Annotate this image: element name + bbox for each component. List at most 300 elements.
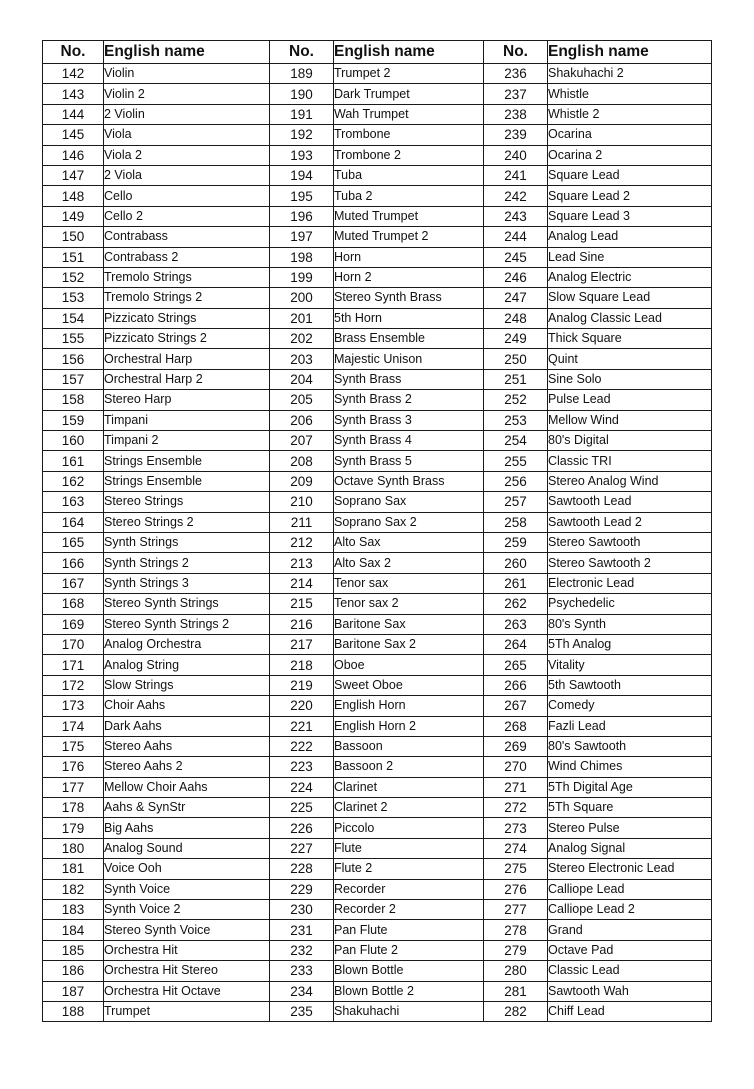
table-row: [43, 329, 712, 349]
voice-name-cell: Muted Trumpet 2: [334, 227, 484, 247]
voice-number-cell: 166: [43, 553, 104, 573]
voice-name-cell: 5th Horn: [334, 308, 484, 328]
voice-number-cell: 183: [43, 900, 104, 920]
voice-name-cell: Stereo Synth Voice: [104, 920, 270, 940]
no-header-3: No.: [484, 41, 548, 64]
voice-number-cell: 256: [484, 471, 548, 491]
table-row: [43, 104, 712, 124]
table-row: [43, 716, 712, 736]
table-row: [43, 64, 712, 84]
voice-name-cell: Trombone 2: [334, 145, 484, 165]
voice-number-cell: 253: [484, 410, 548, 430]
voice-number-cell: 213: [270, 553, 334, 573]
voice-number-cell: 267: [484, 696, 548, 716]
voice-number-cell: 197: [270, 227, 334, 247]
voice-name-cell: Sawtooth Lead 2: [548, 512, 712, 532]
voice-number-cell: 247: [484, 288, 548, 308]
voice-name-cell: English Horn: [334, 696, 484, 716]
table-row: [43, 451, 712, 471]
voice-number-cell: 161: [43, 451, 104, 471]
voice-name-cell: Trumpet 2: [334, 64, 484, 84]
table-row: [43, 757, 712, 777]
voice-number-cell: 275: [484, 859, 548, 879]
no-header-2: No.: [270, 41, 334, 64]
voice-number-cell: 169: [43, 614, 104, 634]
voice-number-cell: 215: [270, 594, 334, 614]
voice-number-cell: 182: [43, 879, 104, 899]
voice-number-cell: 171: [43, 655, 104, 675]
voice-name-cell: Classic Lead: [548, 961, 712, 981]
voice-number-cell: 185: [43, 940, 104, 960]
table-row: [43, 675, 712, 695]
table-row: [43, 614, 712, 634]
voice-name-cell: Calliope Lead: [548, 879, 712, 899]
voice-number-cell: 251: [484, 369, 548, 389]
voice-name-cell: 80's Synth: [548, 614, 712, 634]
voice-number-cell: 228: [270, 859, 334, 879]
voice-number-cell: 210: [270, 492, 334, 512]
voice-name-cell: Pizzicato Strings: [104, 308, 270, 328]
voice-number-cell: 142: [43, 64, 104, 84]
table-row: [43, 125, 712, 145]
voice-name-cell: Pan Flute: [334, 920, 484, 940]
voice-name-cell: Sweet Oboe: [334, 675, 484, 695]
voice-name-cell: Viola: [104, 125, 270, 145]
voice-number-cell: 232: [270, 940, 334, 960]
table-row: [43, 859, 712, 879]
voice-number-cell: 239: [484, 125, 548, 145]
voice-name-cell: Sawtooth Wah: [548, 981, 712, 1001]
voice-name-cell: Mellow Choir Aahs: [104, 777, 270, 797]
voice-name-cell: Wah Trumpet: [334, 104, 484, 124]
voice-name-cell: Strings Ensemble: [104, 471, 270, 491]
voice-number-cell: 265: [484, 655, 548, 675]
voice-name-cell: Aahs & SynStr: [104, 798, 270, 818]
table-row: [43, 288, 712, 308]
voice-number-cell: 153: [43, 288, 104, 308]
voice-name-cell: Big Aahs: [104, 818, 270, 838]
voice-number-cell: 234: [270, 981, 334, 1001]
voice-number-cell: 271: [484, 777, 548, 797]
voice-number-cell: 147: [43, 165, 104, 185]
voice-number-cell: 264: [484, 634, 548, 654]
voice-number-cell: 189: [270, 64, 334, 84]
voice-name-cell: Stereo Analog Wind: [548, 471, 712, 491]
voice-name-cell: Violin: [104, 64, 270, 84]
voice-number-cell: 154: [43, 308, 104, 328]
voice-number-cell: 206: [270, 410, 334, 430]
voice-number-cell: 262: [484, 594, 548, 614]
voice-name-cell: Contrabass 2: [104, 247, 270, 267]
voice-name-cell: Soprano Sax: [334, 492, 484, 512]
voice-number-cell: 145: [43, 125, 104, 145]
voice-name-cell: 5th Sawtooth: [548, 675, 712, 695]
table-row: [43, 165, 712, 185]
voice-name-cell: English Horn 2: [334, 716, 484, 736]
voice-name-cell: Stereo Aahs 2: [104, 757, 270, 777]
voice-name-cell: Octave Pad: [548, 940, 712, 960]
voice-number-cell: 225: [270, 798, 334, 818]
voice-name-cell: Analog Sound: [104, 838, 270, 858]
voice-name-cell: Thick Square: [548, 329, 712, 349]
voice-number-cell: 150: [43, 227, 104, 247]
voice-number-cell: 144: [43, 104, 104, 124]
voice-name-cell: Synth Brass 3: [334, 410, 484, 430]
table-row: [43, 492, 712, 512]
voice-number-cell: 236: [484, 64, 548, 84]
table-row: [43, 838, 712, 858]
voice-name-cell: Synth Strings: [104, 532, 270, 552]
voice-name-cell: Synth Voice: [104, 879, 270, 899]
table-row: [43, 655, 712, 675]
voice-number-cell: 240: [484, 145, 548, 165]
voice-number-cell: 190: [270, 84, 334, 104]
voice-number-cell: 168: [43, 594, 104, 614]
voice-number-cell: 241: [484, 165, 548, 185]
voice-name-cell: Synth Brass 2: [334, 390, 484, 410]
voice-number-cell: 230: [270, 900, 334, 920]
voice-number-cell: 273: [484, 818, 548, 838]
table-header: [43, 41, 712, 64]
voice-name-cell: Flute: [334, 838, 484, 858]
voice-name-cell: Tuba 2: [334, 186, 484, 206]
voice-name-cell: Tuba: [334, 165, 484, 185]
voice-name-cell: Stereo Sawtooth 2: [548, 553, 712, 573]
table-row: [43, 594, 712, 614]
table-row: [43, 431, 712, 451]
table-row: [43, 512, 712, 532]
table-row: [43, 186, 712, 206]
voice-number-cell: 221: [270, 716, 334, 736]
table-row: [43, 84, 712, 104]
voice-name-cell: Dark Trumpet: [334, 84, 484, 104]
voice-name-cell: Electronic Lead: [548, 573, 712, 593]
voice-name-cell: Psychedelic: [548, 594, 712, 614]
voice-name-cell: Synth Brass 5: [334, 451, 484, 471]
voice-number-cell: 162: [43, 471, 104, 491]
voice-name-cell: Synth Brass 4: [334, 431, 484, 451]
voice-number-cell: 279: [484, 940, 548, 960]
voice-name-cell: Synth Strings 2: [104, 553, 270, 573]
voice-name-cell: Orchestra Hit: [104, 940, 270, 960]
voice-name-cell: Choir Aahs: [104, 696, 270, 716]
voice-name-cell: Chiff Lead: [548, 1001, 712, 1021]
voice-number-cell: 220: [270, 696, 334, 716]
table-row: [43, 410, 712, 430]
table-row: [43, 471, 712, 491]
voice-name-cell: Shakuhachi: [334, 1001, 484, 1021]
table-body: [43, 64, 712, 1022]
table-row: [43, 634, 712, 654]
table-row: [43, 390, 712, 410]
voice-number-cell: 274: [484, 838, 548, 858]
voice-number-cell: 143: [43, 84, 104, 104]
no-header-1: No.: [43, 41, 104, 64]
voice-name-cell: Baritone Sax: [334, 614, 484, 634]
voice-name-cell: Square Lead 3: [548, 206, 712, 226]
voice-number-cell: 201: [270, 308, 334, 328]
voice-name-cell: Whistle 2: [548, 104, 712, 124]
voice-number-cell: 245: [484, 247, 548, 267]
table-row: [43, 1001, 712, 1021]
voice-name-cell: Stereo Strings: [104, 492, 270, 512]
voice-number-cell: 164: [43, 512, 104, 532]
voice-name-cell: Viola 2: [104, 145, 270, 165]
voice-number-cell: 254: [484, 431, 548, 451]
voice-name-cell: Tenor sax 2: [334, 594, 484, 614]
voice-name-cell: Analog Lead: [548, 227, 712, 247]
voice-name-cell: Fazli Lead: [548, 716, 712, 736]
voice-name-cell: 5Th Square: [548, 798, 712, 818]
voice-number-cell: 173: [43, 696, 104, 716]
voice-name-cell: Tremolo Strings: [104, 267, 270, 287]
name-header-3: English name: [548, 41, 712, 64]
voice-number-cell: 163: [43, 492, 104, 512]
voice-number-cell: 248: [484, 308, 548, 328]
voice-number-cell: 266: [484, 675, 548, 695]
voice-number-cell: 179: [43, 818, 104, 838]
voice-number-cell: 172: [43, 675, 104, 695]
table-row: [43, 553, 712, 573]
voice-name-cell: Square Lead: [548, 165, 712, 185]
voice-name-cell: Brass Ensemble: [334, 329, 484, 349]
table-row: [43, 981, 712, 1001]
voice-number-cell: 152: [43, 267, 104, 287]
voice-number-cell: 270: [484, 757, 548, 777]
voice-name-cell: Recorder: [334, 879, 484, 899]
voice-number-cell: 255: [484, 451, 548, 471]
voice-number-cell: 218: [270, 655, 334, 675]
voice-number-cell: 188: [43, 1001, 104, 1021]
voice-number-cell: 175: [43, 736, 104, 756]
voice-name-cell: Analog Orchestra: [104, 634, 270, 654]
table-row: [43, 308, 712, 328]
voice-number-cell: 259: [484, 532, 548, 552]
voice-number-cell: 200: [270, 288, 334, 308]
voice-name-cell: Grand: [548, 920, 712, 940]
voice-name-cell: Pizzicato Strings 2: [104, 329, 270, 349]
voice-number-cell: 242: [484, 186, 548, 206]
voice-number-cell: 151: [43, 247, 104, 267]
voice-name-cell: Recorder 2: [334, 900, 484, 920]
voice-name-cell: Stereo Strings 2: [104, 512, 270, 532]
table-row: [43, 818, 712, 838]
voice-name-cell: Contrabass: [104, 227, 270, 247]
voice-name-cell: Stereo Harp: [104, 390, 270, 410]
voice-number-cell: 157: [43, 369, 104, 389]
voice-name-cell: Slow Strings: [104, 675, 270, 695]
voice-name-cell: Pan Flute 2: [334, 940, 484, 960]
voice-name-cell: Trumpet: [104, 1001, 270, 1021]
voice-number-cell: 192: [270, 125, 334, 145]
header-row: [43, 41, 712, 64]
voice-number-cell: 196: [270, 206, 334, 226]
table-row: [43, 206, 712, 226]
voice-name-cell: Quint: [548, 349, 712, 369]
table-row: [43, 920, 712, 940]
table-row: [43, 532, 712, 552]
voice-name-cell: Bassoon: [334, 736, 484, 756]
voice-name-cell: Stereo Aahs: [104, 736, 270, 756]
voice-number-cell: 158: [43, 390, 104, 410]
voice-name-cell: Timpani 2: [104, 431, 270, 451]
voice-number-cell: 186: [43, 961, 104, 981]
name-header-2: English name: [334, 41, 484, 64]
voice-number-cell: 261: [484, 573, 548, 593]
voice-number-cell: 160: [43, 431, 104, 451]
voice-number-cell: 191: [270, 104, 334, 124]
voice-name-cell: Pulse Lead: [548, 390, 712, 410]
voice-name-cell: Trombone: [334, 125, 484, 145]
voice-name-cell: Analog Classic Lead: [548, 308, 712, 328]
voice-name-cell: Stereo Synth Brass: [334, 288, 484, 308]
voice-name-cell: Orchestra Hit Octave: [104, 981, 270, 1001]
voice-number-cell: 227: [270, 838, 334, 858]
table-row: [43, 145, 712, 165]
voice-name-cell: Stereo Sawtooth: [548, 532, 712, 552]
voice-name-cell: Blown Bottle 2: [334, 981, 484, 1001]
voice-number-cell: 216: [270, 614, 334, 634]
voice-name-cell: Lead Sine: [548, 247, 712, 267]
voice-name-cell: Cello: [104, 186, 270, 206]
voice-name-cell: Voice Ooh: [104, 859, 270, 879]
voice-name-cell: Ocarina 2: [548, 145, 712, 165]
voice-name-cell: Clarinet: [334, 777, 484, 797]
voice-name-cell: Stereo Electronic Lead: [548, 859, 712, 879]
voice-name-cell: Horn 2: [334, 267, 484, 287]
voice-number-cell: 165: [43, 532, 104, 552]
voice-number-cell: 193: [270, 145, 334, 165]
table-row: [43, 227, 712, 247]
voice-number-cell: 148: [43, 186, 104, 206]
voice-name-cell: Oboe: [334, 655, 484, 675]
voice-name-cell: Stereo Pulse: [548, 818, 712, 838]
voice-name-cell: 80's Sawtooth: [548, 736, 712, 756]
voice-number-cell: 243: [484, 206, 548, 226]
table-row: [43, 267, 712, 287]
voice-number-cell: 184: [43, 920, 104, 940]
voice-number-cell: 224: [270, 777, 334, 797]
voice-name-cell: Wind Chimes: [548, 757, 712, 777]
voice-name-cell: Analog String: [104, 655, 270, 675]
voice-number-cell: 257: [484, 492, 548, 512]
voice-number-cell: 203: [270, 349, 334, 369]
voice-name-cell: Cello 2: [104, 206, 270, 226]
voice-number-cell: 181: [43, 859, 104, 879]
table-row: [43, 879, 712, 899]
voice-number-cell: 276: [484, 879, 548, 899]
voice-name-cell: 80's Digital: [548, 431, 712, 451]
voice-number-cell: 222: [270, 736, 334, 756]
table-row: [43, 573, 712, 593]
voice-name-cell: Tenor sax: [334, 573, 484, 593]
voice-name-cell: Vitality: [548, 655, 712, 675]
voice-name-cell: Square Lead 2: [548, 186, 712, 206]
voice-number-cell: 167: [43, 573, 104, 593]
voice-number-cell: 211: [270, 512, 334, 532]
voice-number-cell: 149: [43, 206, 104, 226]
voice-name-cell: Majestic Unison: [334, 349, 484, 369]
voice-number-cell: 174: [43, 716, 104, 736]
voice-number-cell: 159: [43, 410, 104, 430]
voice-name-cell: Baritone Sax 2: [334, 634, 484, 654]
voice-number-cell: 250: [484, 349, 548, 369]
voice-number-cell: 209: [270, 471, 334, 491]
voice-number-cell: 208: [270, 451, 334, 471]
name-header-1: English name: [104, 41, 270, 64]
voice-number-cell: 260: [484, 553, 548, 573]
voice-name-cell: Comedy: [548, 696, 712, 716]
voice-name-cell: Orchestral Harp: [104, 349, 270, 369]
table-row: [43, 940, 712, 960]
voice-name-cell: Orchestral Harp 2: [104, 369, 270, 389]
voice-number-cell: 180: [43, 838, 104, 858]
voice-name-cell: Analog Signal: [548, 838, 712, 858]
voice-name-cell: Timpani: [104, 410, 270, 430]
voice-number-cell: 178: [43, 798, 104, 818]
table-row: [43, 349, 712, 369]
table-row: [43, 900, 712, 920]
voice-name-cell: Stereo Synth Strings 2: [104, 614, 270, 634]
voice-name-cell: Analog Electric: [548, 267, 712, 287]
voice-number-cell: 252: [484, 390, 548, 410]
voice-number-cell: 156: [43, 349, 104, 369]
voice-name-cell: Piccolo: [334, 818, 484, 838]
voice-number-cell: 281: [484, 981, 548, 1001]
voice-number-cell: 263: [484, 614, 548, 634]
voice-name-cell: Orchestra Hit Stereo: [104, 961, 270, 981]
voice-name-cell: Strings Ensemble: [104, 451, 270, 471]
voice-number-cell: 202: [270, 329, 334, 349]
voice-number-cell: 205: [270, 390, 334, 410]
table-row: [43, 247, 712, 267]
voice-number-cell: 223: [270, 757, 334, 777]
voice-number-cell: 229: [270, 879, 334, 899]
voice-number-cell: 258: [484, 512, 548, 532]
voice-name-cell: Whistle: [548, 84, 712, 104]
voice-number-cell: 226: [270, 818, 334, 838]
voice-name-cell: Calliope Lead 2: [548, 900, 712, 920]
voice-number-cell: 212: [270, 532, 334, 552]
voice-number-cell: 268: [484, 716, 548, 736]
voice-number-cell: 233: [270, 961, 334, 981]
voice-list-table: [42, 40, 712, 1022]
voice-number-cell: 170: [43, 634, 104, 654]
voice-number-cell: 217: [270, 634, 334, 654]
voice-name-cell: Synth Brass: [334, 369, 484, 389]
voice-name-cell: Classic TRI: [548, 451, 712, 471]
voice-name-cell: Mellow Wind: [548, 410, 712, 430]
table-row: [43, 369, 712, 389]
voice-name-cell: Soprano Sax 2: [334, 512, 484, 532]
voice-name-cell: Sawtooth Lead: [548, 492, 712, 512]
voice-name-cell: 2 Viola: [104, 165, 270, 185]
voice-number-cell: 277: [484, 900, 548, 920]
voice-name-cell: 5Th Analog: [548, 634, 712, 654]
table-row: [43, 777, 712, 797]
voice-name-cell: Shakuhachi 2: [548, 64, 712, 84]
voice-number-cell: 272: [484, 798, 548, 818]
voice-number-cell: 269: [484, 736, 548, 756]
voice-name-cell: Dark Aahs: [104, 716, 270, 736]
voice-name-cell: Sine Solo: [548, 369, 712, 389]
table-row: [43, 961, 712, 981]
voice-name-cell: Violin 2: [104, 84, 270, 104]
voice-name-cell: Bassoon 2: [334, 757, 484, 777]
table-row: [43, 696, 712, 716]
voice-number-cell: 194: [270, 165, 334, 185]
voice-number-cell: 278: [484, 920, 548, 940]
